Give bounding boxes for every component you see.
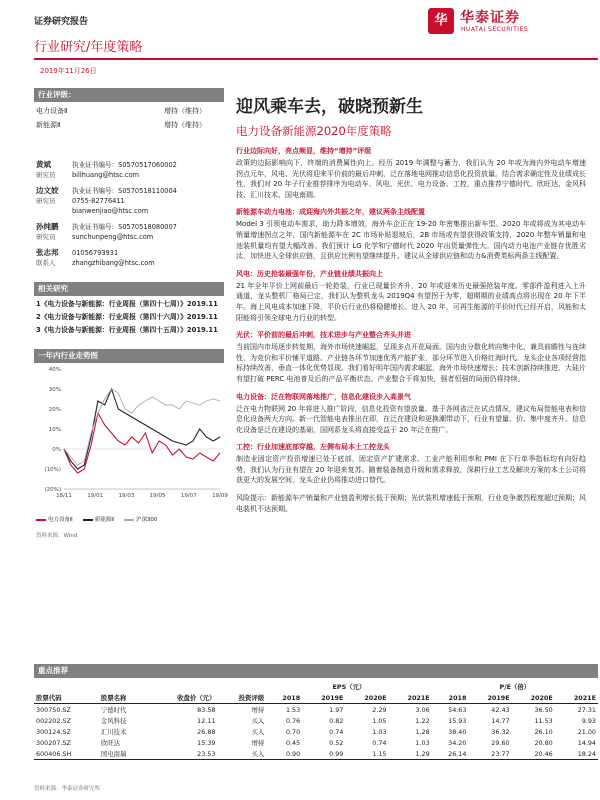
- legend-label: 电力设备Ⅱ: [48, 517, 73, 523]
- section: [236, 392, 586, 436]
- table-row: [34, 715, 598, 726]
- table-row: [34, 737, 598, 748]
- stock-recommendations: [34, 664, 598, 760]
- table-cell: 0.74: [329, 727, 344, 736]
- related-title: 相关研究: [34, 282, 224, 296]
- analyst-phone: 0755-82776411: [72, 197, 125, 205]
- analyst-info: 执业证书编号：S0570518080007: [72, 223, 177, 231]
- table-cell: 38.40: [448, 727, 467, 736]
- table-cell: 20.80: [534, 738, 553, 747]
- related-report-link[interactable]: 1《电力设备与新能源：行业周报（第四十七周）》2019.11: [36, 300, 218, 308]
- table-cell: 42.43: [491, 705, 510, 714]
- analyst-role: 联系人: [36, 259, 56, 267]
- eps-group-header: EPS（元）: [332, 683, 366, 691]
- table-cell: 36.50: [534, 705, 553, 714]
- section-body: 当前国内市场逐步转复期，海外市场快速崛起，呈现多点开花局面。国内由分散化转向集中化，兼具前瞻性与连续性，为竞价和平价铺平道路。产业链各环节加速优秀产能扩张，部分环节进入价格红海时代。龙头企业各项经营指标持续改善，垂直一体化优势显现。我们看好明年国内需求崛起，海外市场快速增长；技术创新持续推进，大硅片有望打破 PERC 电池普及后的产品平衡状态。产业整合干将加快，强者恒强的局面仍将持续。: [236, 343, 586, 383]
- section: [236, 330, 586, 384]
- column-header: 2020E: [345, 692, 388, 704]
- logo-cn-text: 华泰证券: [460, 10, 520, 26]
- section-head: 电力设备：泛在物联网落地推广，信息化建设步入高景气: [236, 392, 411, 401]
- table-cell: 1.53: [285, 705, 301, 714]
- header-divider: [34, 58, 598, 60]
- logo-en-text: HUATAI SECURITIES: [461, 26, 529, 33]
- table-cell: 1.29: [389, 748, 432, 760]
- table-cell: 002202.SZ: [36, 716, 71, 725]
- analyst-email[interactable]: sunchunpeng@htsc.com: [72, 233, 154, 241]
- rating-row: [34, 116, 224, 130]
- analyst-email[interactable]: billhuang@htsc.com: [72, 171, 140, 179]
- section: [236, 442, 586, 486]
- section: [236, 269, 586, 323]
- table-cell: 0.52: [329, 738, 344, 747]
- table-cell: 54.63: [448, 705, 467, 714]
- table-cell: 0.99: [302, 748, 345, 760]
- table-cell: 0.76: [285, 716, 301, 725]
- table-cell: 1.03: [372, 727, 387, 736]
- trend-source: 资料来源：Wind: [36, 533, 78, 539]
- table-cell: 1.03: [415, 738, 430, 747]
- column-header: 股票名称: [99, 692, 148, 704]
- table-cell: 2.29: [372, 705, 387, 714]
- huatai-logo-icon: 华: [428, 8, 454, 34]
- table-cell: 金风科技: [100, 717, 127, 725]
- section: [236, 207, 586, 261]
- column-header: 2018: [432, 692, 469, 704]
- table-cell: 欣旺达: [100, 739, 121, 747]
- rating-row: [34, 102, 224, 116]
- table-cell: 3.06: [415, 705, 430, 714]
- table-cell: 15.39: [197, 738, 216, 747]
- analyst-block: [34, 160, 224, 180]
- table-cell: 36.32: [491, 727, 510, 736]
- stocks-title: 重点推荐: [34, 664, 598, 678]
- analyst-email[interactable]: bianwenjiao@htsc.com: [72, 207, 149, 215]
- table-cell: 宁德时代: [100, 706, 127, 714]
- table-cell: 600406.SH: [34, 748, 99, 760]
- table-cell: 1.22: [415, 716, 430, 725]
- stocks-source: 资料来源：华泰证券研究所: [34, 786, 101, 792]
- table-cell: 国电南瑞: [99, 748, 148, 760]
- column-header: 2020E: [512, 692, 555, 704]
- table-cell: 300750.SZ: [36, 705, 71, 714]
- legend-label: 新能源Ⅱ: [94, 517, 114, 523]
- x-tick-label: 19/07: [180, 493, 197, 499]
- table-cell: 20.46: [512, 748, 555, 760]
- table-cell: 26.88: [197, 727, 216, 736]
- table-cell: 0.45: [285, 738, 301, 747]
- table-cell: 15.93: [448, 716, 467, 725]
- series-line-1: [64, 413, 220, 473]
- page-title: 迎风乘车去，破晓预新生: [236, 97, 423, 117]
- table-cell: 26.10: [534, 727, 553, 736]
- y-tick-label: (10%): [44, 467, 61, 473]
- table-cell: 27.31: [577, 705, 596, 714]
- risk-section: [236, 493, 586, 514]
- table-cell: 0.70: [285, 727, 301, 736]
- rating-value: 增持（维持）: [164, 121, 206, 129]
- table-cell: 34.20: [448, 738, 467, 747]
- legend-label: 沪深300: [135, 517, 158, 523]
- analyst-name: 张志邦: [36, 248, 59, 257]
- x-tick-label: 19/09: [212, 493, 228, 499]
- table-cell: 1.97: [329, 705, 344, 714]
- column-header: 2018: [266, 692, 302, 704]
- legend-item: [36, 515, 73, 523]
- table-cell: 23.77: [468, 748, 511, 760]
- table-cell: 14.94: [577, 738, 596, 747]
- sidebar: [34, 88, 228, 539]
- column-header: 2021E: [555, 692, 598, 704]
- table-cell: 11.53: [534, 716, 553, 725]
- column-header: 投资评级: [217, 692, 266, 704]
- analyst-role: 研究员: [36, 233, 56, 241]
- analyst-role: 研究员: [36, 171, 56, 179]
- related-report-link[interactable]: 3《电力设备与新能源：行业周报（第四十五周）》2019.11: [36, 326, 218, 334]
- section-body: 制造业固定资产投资增速已处于底部，固定资产扩建需求、工业产能利用率和 PMI 在下行单季指标均有向好趋势，我们认为行业有望在 20 年迎来复苏。随着装备制造升级和需求释放，深耕行业工艺及解决方案的本土公司将获更大的发展空间，龙头企业仍将推动进口替代。: [236, 455, 586, 485]
- analyst-name: 黄斌: [36, 160, 51, 169]
- table-cell: 9.93: [581, 716, 596, 725]
- table-cell: 0.90: [266, 748, 302, 760]
- analyst-name: 边文姣: [36, 186, 59, 195]
- analyst-role: 研究员: [36, 197, 56, 205]
- legend-item: [83, 515, 114, 523]
- analyst-block: [34, 248, 224, 268]
- table-cell: 买入: [217, 748, 266, 760]
- section-body: 泛在电力物联网 20 年将进入推广阶段，信息化投资有望放量。基于各网省泛在试点情况，建议布局智能电表和信息化设备两大方向。新一代智能电表推出在即，在泛在建设和更换潮带动下，行业有望量、价、集中度齐升。信息化设备是泛在建设的基础，国网系龙头将直接受益于 20 年泛在推广。: [236, 404, 586, 434]
- analyst-name: 孙纯鹏: [36, 222, 59, 231]
- table-row: [34, 704, 598, 716]
- table-cell: 14.77: [491, 716, 510, 725]
- table-cell: 29.60: [491, 738, 510, 747]
- column-header: 收盘价（元）: [148, 692, 218, 704]
- column-header: 2019E: [468, 692, 511, 704]
- table-cell: 1.28: [415, 727, 430, 736]
- y-tick-label: 10%: [48, 427, 61, 433]
- table-row: [34, 748, 598, 760]
- ratings-title: 行业评级：: [34, 88, 224, 102]
- table-cell: 0.74: [372, 738, 387, 747]
- section-head: 光伏：平价前的最后冲刺，技术进步与产业整合齐头并进: [236, 331, 411, 340]
- risk-warning: 风险提示：新能源车产销量和产业链盈利增长低于预期；光伏装机增速低于预期，行业竞争激烈程度超过预期；风电装机不达预期。: [236, 494, 586, 513]
- table-cell: 1.15: [345, 748, 388, 760]
- report-label: 证券研究报告: [34, 17, 89, 27]
- analyst-block: [34, 222, 224, 242]
- legend-item: [124, 515, 158, 523]
- table-cell: 18.24: [555, 748, 598, 760]
- section-head: 风电：历史抢装最强年份，产业链业绩共振向上: [236, 269, 383, 278]
- table-cell: 26.14: [432, 748, 469, 760]
- table-cell: 12.11: [197, 716, 216, 725]
- column-header: 2019E: [302, 692, 345, 704]
- trend-chart: [34, 363, 228, 513]
- table-row: [34, 726, 598, 737]
- rating-industry: 电力设备Ⅱ: [36, 107, 68, 115]
- huatai-logo: [428, 6, 578, 38]
- x-tick-label: 19/01: [87, 493, 104, 499]
- section-head: 工控：行业加速底部穿越，左侧布局本土工控龙头: [236, 443, 390, 452]
- rating-industry: 新能源Ⅱ: [36, 121, 61, 129]
- x-tick-label: 19/03: [118, 493, 135, 499]
- pe-group-header: P/E（倍）: [499, 683, 531, 691]
- table-cell: 21.00: [577, 727, 596, 736]
- analyst-info: 执业证书编号：S0570518110004: [72, 187, 177, 195]
- analyst-info: 执业证书编号：S0570517060002: [72, 161, 177, 169]
- analyst-block: [34, 186, 224, 216]
- table-cell: 增持: [251, 739, 265, 747]
- trend-title: 一年内行业走势图: [34, 349, 224, 363]
- trend-legend: [34, 515, 224, 523]
- column-header: 股票代码: [34, 692, 99, 704]
- table-cell: 1.05: [372, 716, 387, 725]
- table-cell: 买入: [251, 728, 265, 736]
- analyst-phone: 01056793931: [72, 249, 119, 257]
- section-head: 行业边际向好，亮点频显，维持“增持”评级: [236, 147, 372, 155]
- table-cell: 23.53: [148, 748, 218, 760]
- column-header: 2021E: [389, 692, 432, 704]
- table-cell: 0.82: [329, 716, 344, 725]
- main-content: [236, 92, 586, 514]
- x-tick-label: 18/11: [56, 493, 72, 499]
- y-tick-label: 0%: [52, 447, 61, 453]
- analyst-email[interactable]: zhangzhibang@htsc.com: [72, 259, 155, 267]
- y-tick-label: 40%: [48, 367, 61, 373]
- report-type: 行业研究/年度策略: [34, 40, 143, 55]
- x-tick-label: 19/05: [149, 493, 166, 499]
- table-cell: 83.58: [197, 705, 216, 714]
- table-cell: 增持: [251, 706, 265, 714]
- related-report-link[interactable]: 2《电力设备与新能源：行业周报（第四十六周）》2019.11: [36, 313, 218, 321]
- section-body: Model 3 引领电动车需求，助力降本增效，海外车企正在 19-20 年密集推出新车型。2020 年或将成为其电动车销量增速拐点之年，国内新能源车在 2C 市场补贴退坡后，2B 市场或有望获得政策支持，2020 年整车销量和电池装机量均有望大幅改善。我们预计 LG 化学和宁德时代 2020 年出货量弹性大。国内动力电池产业链存优胜劣汰，加快进入全球供应链，且供应比例有望继续提升。建议从全球供应链和动力&消费类标两条主线配置。: [236, 220, 586, 261]
- table-cell: 买入: [251, 717, 265, 725]
- stocks-table: [34, 681, 598, 760]
- section-body: 政策的边际影响向下，终端的消费属性向上。经历 2019 年调整与蓄力，我们认为 20 年或为海内外电动车增速拐点元年，风电、光伏将迎来平价前的最后冲刺，泛在落地电网推动信息化投资放量。结合需求确定性及业绩成长性，我们对 20 年子行业推荐排序为电动车、风电、光伏、电力设备、工控，重点推荐宁德时代、欣旺达、金风科技、汇川技术、国电南瑞。: [236, 159, 586, 199]
- table-cell: 300207.SZ: [36, 738, 71, 747]
- y-tick-label: 30%: [48, 387, 61, 393]
- rating-value: 增持（维持）: [164, 107, 206, 115]
- table-cell: 300124.SZ: [36, 727, 71, 736]
- table-cell: 汇川技术: [100, 728, 127, 736]
- section-body: 21 年全年平价上网前最后一轮抢装，行业已现量价齐升，20 年或迎来历史最强抢装年度。零部件盈利进入上升通道，龙头整机厂格局已定，我们认为整机龙头 2019Q4 有望拐于为零，超期期的业绩高点将出现在 20 年下半年。海上风电成本加速下降，平价后行业仍将稳健增长。进入 20 年，可再生能源的平价时代已经开启，风能和太阳能将引领全球电力行业的转型。: [236, 281, 586, 322]
- page-subtitle: 电力设备新能源2020年度策略: [236, 124, 392, 138]
- section: [236, 146, 586, 200]
- section-head: 新能源车动力电池：成迎海内外共振之年，建议两条主线配置: [236, 208, 425, 217]
- y-tick-label: (20%): [44, 487, 61, 493]
- report-date: 2019年11月26日: [40, 67, 97, 75]
- y-tick-label: 20%: [48, 407, 61, 413]
